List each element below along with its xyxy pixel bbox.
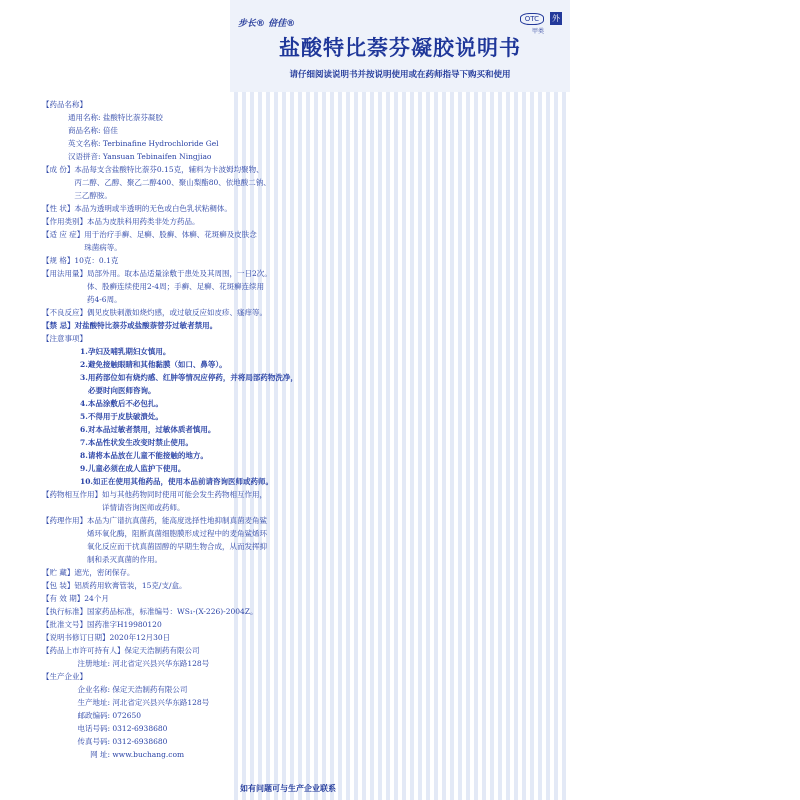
section-category [42,215,332,228]
section-heading: 【注意事项】 [42,334,87,343]
section-text [84,228,332,254]
section-text: 遮光，密闭保存。 [74,568,135,577]
field-value: 盐酸特比萘芬凝胶 [102,113,163,122]
field-value: 河北省定兴县兴华东路128号 [112,659,210,668]
section-revision-date [42,631,332,644]
field-label: 通用名称: [68,113,101,122]
precaution-item: 4.本品涂敷后不必包扎。 [80,399,163,408]
section-indication [42,228,332,254]
website-row [42,748,332,761]
section-label: 【规 格】 [42,256,75,265]
text-line: 详情请咨询医师或药师。 [102,503,185,512]
field-value: 倍佳 [102,126,118,135]
generic-name-row [42,111,332,124]
section-label: 【不良反应】 [42,308,87,317]
precaution-item: 8.请将本品放在儿童不能接触的地方。 [80,451,208,460]
section-text: 本品为皮肤科用药类非处方药品。 [87,217,200,226]
text-line: 用于治疗手癣、足癣、股癣、体癣、花斑癣及皮肤念 [84,230,257,239]
field-value: 0312-6938680 [112,724,168,733]
section-label: 【说明书修订日期】 [42,633,110,642]
text-line: 氧化反应而干扰真菌固醇的早期生物合成，从而发挥抑 [87,542,267,551]
text-line: 丙二醇、乙醇、聚乙二醇400、聚山梨酯80、依地酸二钠、 [74,178,271,187]
section-label: 【禁 忌】 [42,321,75,330]
section-text: 偶见皮肤刺激如烧灼感，或过敏反应如皮疹、瘙痒等。 [87,308,267,317]
section-text: 本品为透明或半透明的无色或白色乳状粘稠体。 [74,204,232,213]
section-package [42,579,332,592]
text-line: 本品每支含盐酸特比萘芬0.15克，辅料为卡波姆均聚物、 [74,165,264,174]
pinyin-row [42,150,332,163]
section-manufacturer [42,670,332,761]
precaution-item: 1.孕妇及哺乳期妇女慎用。 [80,347,171,356]
field-value: 0312-6938680 [112,737,168,746]
leaflet-header [230,0,570,92]
zip-row [42,709,332,722]
section-text: 国家药品标准，标准编号：WS₁-(X-226)-2004Z。 [87,607,258,616]
company-name-row [42,683,332,696]
section-label: 【药理作用】 [42,516,87,525]
section-label: 【性 状】 [42,204,75,213]
field-label: 生产地址: [77,698,110,707]
english-name-row [42,137,332,150]
phone-row [42,722,332,735]
contact-note: 如有问题可与生产企业联系 [240,784,336,793]
leaflet-title: 盐酸特比萘芬凝胶说明书 [279,36,521,60]
precaution-item: 2.避免接触眼睛和其他黏膜（如口、鼻等）。 [80,360,227,369]
brand-logo: 步长® 倍佳® [238,19,296,29]
text-line: 本品为广谱抗真菌药，能高度选择性地抑制真菌麦角鲨 [87,516,267,525]
section-approval [42,618,332,631]
section-pharmacology [42,514,332,566]
field-value: 河北省定兴县兴华东路128号 [112,698,210,707]
section-heading: 【药品名称】 [42,100,87,109]
section-label: 【成 份】 [42,165,75,174]
field-value: 保定天浩制药有限公司 [112,685,188,694]
field-label: 商品名称: [68,126,101,135]
section-drug-name [42,98,332,163]
section-label: 【执行标准】 [42,607,87,616]
section-label: 【用法用量】 [42,269,87,278]
section-interaction [42,488,332,514]
text-line: 珠菌病等。 [84,243,122,252]
precaution-item: 必要时向医师咨询。 [88,386,156,395]
field-label: 企业名称: [77,685,110,694]
field-label: 电话号码: [77,724,110,733]
section-storage [42,566,332,579]
section-adverse [42,306,332,319]
field-label: 传真号码: [77,737,110,746]
precaution-item: 9.儿童必须在成人监护下使用。 [80,464,186,473]
otc-badge: OTC [520,13,544,25]
section-text [102,488,332,514]
field-label: 汉语拼音: [68,152,101,161]
section-validity [42,592,332,605]
text-line: 制和杀灭真菌的作用。 [87,555,162,564]
field-value: Terbinafine Hydrochloride Gel [102,139,219,148]
section-composition [42,163,332,202]
field-label: 注册地址: [77,659,110,668]
field-label: 邮政编码: [77,711,110,720]
section-label: 【适 应 症】 [42,230,85,239]
section-label: 【贮 藏】 [42,568,75,577]
section-label: 【作用类别】 [42,217,87,226]
section-contraindication [42,319,332,332]
section-spec [42,254,332,267]
section-text: 2020年12月30日 [109,633,171,642]
section-text: 对盐酸特比萘芬或盐酸萘替芬过敏者禁用。 [74,321,218,330]
external-use-badge: 外 [552,14,560,23]
section-character [42,202,332,215]
field-label: 网 址: [90,750,110,759]
mah-name: 保定天浩制药有限公司 [124,646,200,655]
field-value: Yansuan Tebinaifen Ningjiao [102,152,212,161]
section-text [87,267,332,306]
mah-address-row [42,657,332,670]
text-line: 烯环氧化酶，阻断真菌细胞膜形成过程中的麦角鲨烯环 [87,529,267,538]
section-heading: 【生产企业】 [42,672,87,681]
section-standard [42,605,332,618]
text-line: 局部外用。取本品适量涂敷于患处及其周围，一日2次。 [87,269,272,278]
text-line: 药4-6周。 [87,295,122,304]
section-usage [42,267,332,306]
section-label: 【药品上市许可持有人】 [42,646,125,655]
field-label: 英文名称: [68,139,101,148]
trade-name-row [42,124,332,137]
mah-row [42,644,332,657]
section-mah [42,644,332,670]
field-value: 072650 [112,711,142,720]
section-text: 国药准字H19980120 [87,620,162,629]
section-precautions [42,332,332,488]
text-line: 如与其他药物同时使用可能会发生药物相互作用， [102,490,267,499]
section-label: 【药物相互作用】 [42,490,102,499]
section-label: 【批准文号】 [42,620,87,629]
website-link[interactable]: www.buchang.com [112,750,185,759]
leaflet-subtitle: 请仔细阅读说明书并按说明使用或在药师指导下购买和使用 [289,70,511,80]
precaution-item: 7.本品性状发生改变时禁止使用。 [80,438,193,447]
section-text: 铝质药用软膏管装，15克/支/盒。 [74,581,187,590]
section-text: 24个月 [84,594,109,603]
section-label: 【包 装】 [42,581,75,590]
text-line: 三乙醇胺。 [74,191,112,200]
leaflet-content [42,98,332,761]
text-line: 体、股癣连续使用2-4周；手癣、足癣、花斑癣连续用 [87,282,265,291]
section-text: 10克：0.1克 [74,256,119,265]
section-text [74,163,332,202]
precaution-item: 5.不得用于皮肤破溃处。 [80,412,163,421]
section-label: 【有 效 期】 [42,594,85,603]
section-text [87,514,332,566]
production-address-row [42,696,332,709]
precaution-item: 6.对本品过敏者禁用，过敏体质者慎用。 [80,425,216,434]
precaution-item: 3.用药部位如有烧灼感、红肿等情况应停药，并将局部药物洗净， [80,373,298,382]
precaution-item: 10.如正在使用其他药品，使用本品前请咨询医师或药师。 [80,477,274,486]
fax-row [42,735,332,748]
otc-class-label: 甲类 [531,28,544,35]
